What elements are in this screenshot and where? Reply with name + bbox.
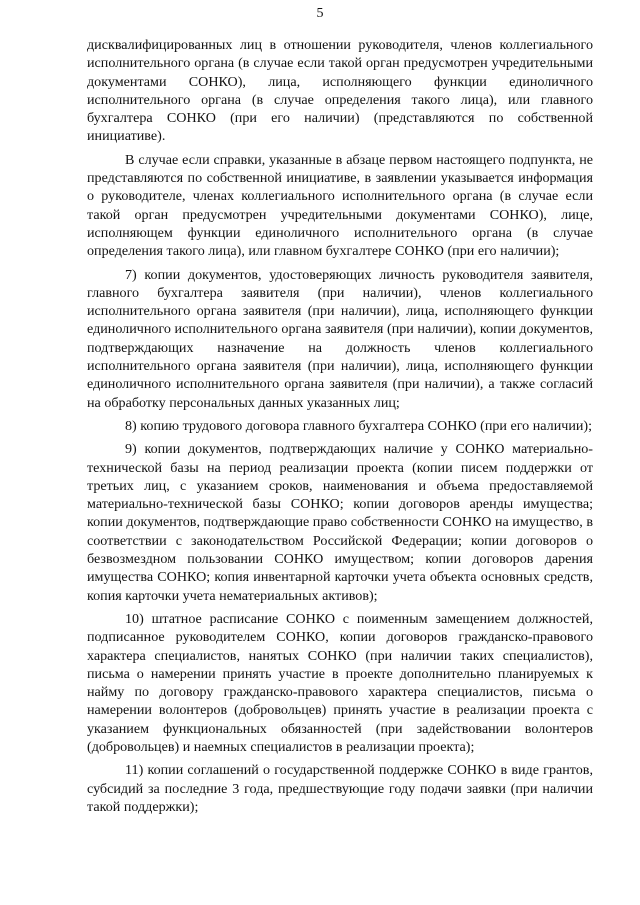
paragraph-item-7: 7) копии документов, удостоверяющих личность руководителя заявителя, главного бухгалтера заявителя (при наличии), членов коллегиального исполнительного органа заявителя (при наличии), лица, исполняющего функции единоличного исполнительного органа заявителя (при наличии), копии документов, подтверждающих назначение на должность членов коллегиального исполнительного органа заявителя (при наличии), лица, исполняющего функции единоличного исполнительного органа заявителя (при наличии), а также согласий на обработку персональных данных указанных лиц; — [87, 266, 593, 411]
page-number: 5 — [316, 6, 324, 21]
paragraph-item-10: 10) штатное расписание СОНКО с поименным замещением должностей, подписанное руководителем СОНКО, копии договоров гражданско-правового характера специалистов, нанятых СОНКО (при наличии таких специалистов), письма о намерении принять участие в проекте дополнительно планируемых к найму по договору гражданско-правового характера специалистов, письма о намерении волонтеров (добровольцев) принять участие в реализации проекта с указанием функциональных обязанностей (при задействовании волонтеров (добровольцев) и наемных специалистов в реализации проекта); — [87, 610, 593, 755]
paragraph-disqualified-persons: дисквалифицированных лиц в отношении руководителя, членов коллегиального исполнительного органа (в случае если такой орган предусмотрен учредительными документами СОНКО), лица, исполняющего функции единоличного исполнительного органа (в случае определения такого лица), или главного бухгалтера СОНКО (при его наличии) (представляются по собственной инициативе). — [87, 37, 593, 145]
paragraph-item-8: 8) копию трудового договора главного бухгалтера СОНКО (при его наличии); — [125, 417, 593, 434]
paragraph-item-9: 9) копии документов, подтверждающих наличие у СОНКО материально-технической базы на период реализации проекта (копии писем поддержки от третьих лиц, с указанием сроков, наименования и объема предоставляемой материально-технической базы СОНКО; копии договоров аренды имущества; копии документов, подтверждающие право собственности СОНКО на имущество, в соответствии с законодательством Российской Федерации; копии договоров о безвозмездном пользовании СОНКО имуществом; копии договоров дарения имущества СОНКО; копия инвентарной карточки учета объекта основных средств, копия карточки учета нематериальных активов); — [87, 441, 593, 604]
document-body — [87, 36, 593, 821]
paragraph-item-11: 11) копии соглашений о государственной поддержке СОНКО в виде грантов, субсидий за последние 3 года, предшествующие году подачи заявки (при наличии такой поддержки); — [87, 762, 593, 815]
paragraph-certificates-not-provided: В случае если справки, указанные в абзаце первом настоящего подпункта, не представляются по собственной инициативе, в заявлении указывается информация о руководителе, членах коллегиального исполнительного органа (в случае если такой орган предусмотрен учредительными документами СОНКО), лице, исполняющем функции единоличного исполнительного органа (в случае определения такого лица), или главном бухгалтере СОНКО (при его наличии); — [87, 151, 593, 260]
